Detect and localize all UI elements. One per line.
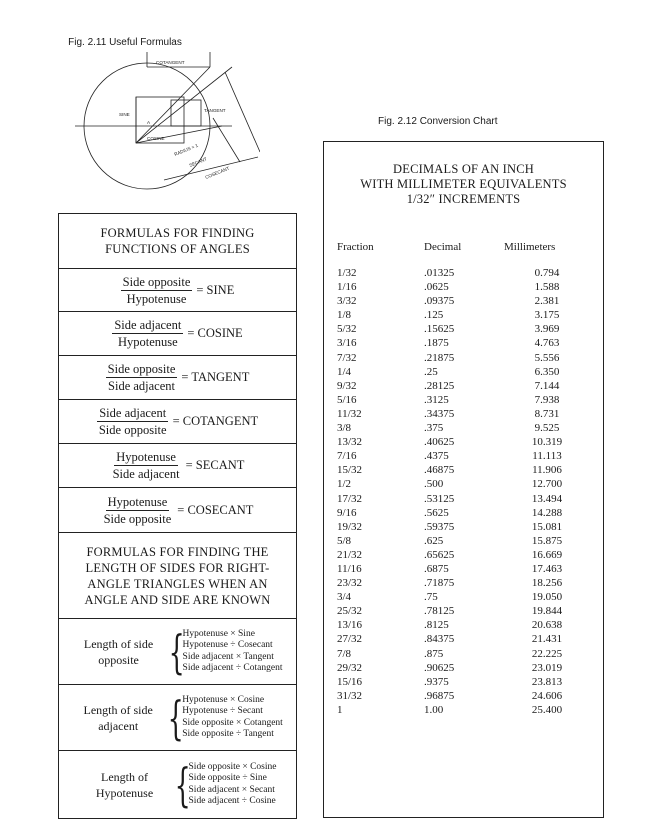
decimal-value: .25 [424, 365, 438, 378]
millimeter-value: 3.969 [534, 323, 560, 336]
millimeter-value: 8.731 [534, 407, 560, 420]
formula-tangent [59, 356, 296, 400]
decimal-value: .75 [424, 591, 438, 604]
length-label: Length of side opposite [83, 636, 154, 667]
header-millimeters: Millimeters [504, 241, 556, 253]
decimal-value: .53125 [424, 492, 455, 505]
formula-numerator: Side adjacent [99, 406, 167, 420]
fraction-value: 23/32 [337, 577, 363, 590]
header-fraction: Fraction [337, 241, 374, 253]
length-formula: Side adjacent × Secant [188, 784, 275, 795]
lengths-heading-box [59, 533, 296, 619]
fraction-value: 29/32 [337, 661, 363, 674]
fraction-value: 11/32 [337, 407, 362, 420]
chart-title-line: DECIMALS OF AN INCH [393, 162, 534, 176]
formula-cosecant [59, 488, 296, 533]
decimal-value: .90625 [424, 661, 455, 674]
millimeter-value: 19.050 [531, 591, 563, 604]
millimeter-value: 14.288 [531, 506, 563, 519]
millimeter-value: 15.081 [531, 520, 563, 533]
millimeter-value: 15.875 [531, 534, 563, 547]
decimal-value: .8125 [424, 619, 449, 632]
decimal-value: .28125 [424, 379, 455, 392]
label-cosecant: COSECANT [204, 165, 231, 180]
fraction-value: 7/16 [337, 450, 357, 463]
millimeter-value: 10.319 [531, 436, 563, 449]
millimeter-value: 13.494 [531, 492, 563, 505]
fraction-value: 1/4 [337, 365, 352, 378]
formula-result: = SINE [196, 282, 235, 297]
length-label: Length of side adjacent [83, 702, 153, 733]
decimal-value: .15625 [424, 323, 455, 336]
header-decimal: Decimal [424, 241, 462, 253]
brace-icon: { [174, 757, 191, 812]
fraction-column [337, 266, 362, 717]
fraction-value: 15/32 [337, 464, 363, 477]
millimeter-value: 19.844 [531, 605, 563, 618]
decimal-value: .96875 [424, 689, 455, 702]
decimal-value: .84375 [424, 633, 455, 646]
millimeter-value: 3.175 [534, 309, 560, 322]
millimeter-value: 23.019 [531, 661, 563, 674]
formula-denominator: Side opposite [103, 511, 172, 526]
millimeter-value: 11.906 [532, 464, 562, 477]
millimeter-value: 2.381 [534, 295, 560, 308]
fraction-value: 5/8 [337, 534, 352, 547]
functions-heading: FORMULAS FOR FINDING FUNCTIONS OF ANGLES [100, 226, 255, 256]
chart-title [324, 162, 603, 207]
figure-caption-conversion-chart: Fig. 2.12 Conversion Chart [378, 116, 498, 127]
formula-numerator: Side opposite [107, 362, 176, 376]
formula-denominator: Side adjacent [108, 379, 176, 393]
decimal-value: .21875 [424, 351, 455, 364]
millimeter-value: 11.113 [532, 450, 562, 463]
fraction-value: 1/2 [337, 478, 352, 491]
fraction-value: 5/32 [337, 323, 357, 336]
decimal-value: .3125 [424, 393, 449, 406]
fraction-value: 3/4 [337, 591, 352, 604]
fraction-value: 9/32 [337, 379, 357, 392]
length-formula: Side opposite ÷ Sine [188, 773, 267, 784]
fraction-value: 21/32 [337, 548, 363, 561]
secant-dimension-line [213, 118, 240, 162]
length-formula: Hypotenuse ÷ Cosecant [182, 640, 273, 651]
millimeter-value: 24.606 [531, 689, 563, 702]
formula-result: = COSINE [187, 326, 243, 340]
decimal-value: .34375 [424, 407, 455, 420]
fraction-value: 1/16 [337, 281, 357, 294]
decimal-value: .875 [424, 647, 444, 660]
length-formula: Hypotenuse ÷ Secant [182, 706, 263, 717]
fraction-value: 3/32 [337, 295, 357, 308]
formulas-table [58, 213, 297, 819]
cosecant-dimension-line [225, 72, 260, 152]
fraction-value: 13/32 [337, 436, 363, 449]
fraction-value: 1 [337, 703, 343, 716]
formula-denominator: Side adjacent [112, 467, 180, 481]
millimeter-value: 7.938 [534, 393, 560, 406]
decimal-value: .71875 [424, 577, 455, 590]
label-secant: SECANT [188, 156, 208, 168]
formula-cosine [59, 312, 296, 356]
millimeter-value: 7.144 [534, 379, 560, 392]
fraction-value: 17/32 [337, 492, 363, 505]
decimal-value: .09375 [424, 295, 455, 308]
fraction-value: 27/32 [337, 633, 363, 646]
formula-denominator: Side opposite [98, 423, 167, 437]
decimal-value: .65625 [424, 548, 455, 561]
length-formulas [189, 762, 277, 807]
formula-denominator: Hypotenuse [126, 291, 187, 306]
formula-secant [59, 444, 296, 488]
label-angle-a: A [147, 120, 151, 125]
decimal-value: .500 [424, 478, 444, 491]
decimal-value: .125 [424, 309, 444, 322]
millimeter-value: 12.700 [531, 478, 563, 491]
millimeter-value: 21.431 [531, 633, 563, 646]
millimeter-value: 16.669 [531, 548, 563, 561]
label-radius: RADIUS = 1 [173, 142, 199, 157]
fraction-value: 1/32 [337, 267, 357, 279]
formula-result: = COTANGENT [172, 414, 259, 428]
fraction-value: 19/32 [337, 520, 363, 533]
fraction-value: 15/16 [337, 675, 363, 688]
length-formulas [183, 629, 283, 674]
fraction-value: 11/16 [337, 562, 362, 575]
millimeter-value: 4.763 [534, 337, 560, 350]
chart-title-line: WITH MILLIMETER EQUIVALENTS [360, 177, 567, 191]
length-side-opposite [59, 619, 296, 685]
fraction-value: 13/16 [337, 619, 363, 632]
decimal-value: .4375 [424, 450, 449, 463]
millimeters-column [512, 266, 582, 717]
decimal-value: 1.00 [424, 703, 444, 716]
formula-cotangent [59, 400, 296, 444]
decimal-value: .78125 [424, 605, 455, 618]
formula-sine [59, 269, 296, 312]
fraction-value: 7/8 [337, 647, 352, 660]
formula-denominator: Hypotenuse [117, 335, 178, 349]
radius-line [136, 67, 210, 143]
formula-result: = SECANT [185, 458, 245, 472]
millimeter-value: 20.638 [531, 619, 563, 632]
fraction-value: 5/16 [337, 393, 357, 406]
length-formula: Hypotenuse × Cosine [182, 695, 265, 706]
label-cotangent: COTANGENT [156, 60, 185, 65]
formula-result: = TANGENT [181, 370, 250, 384]
length-formulas [182, 695, 283, 740]
label-sine: SINE [119, 112, 130, 117]
length-formula: Side adjacent ÷ Cosine [188, 795, 276, 806]
brace-icon: { [168, 624, 185, 679]
millimeter-value: 22.225 [531, 647, 563, 660]
decimal-value: .59375 [424, 520, 455, 533]
length-side-adjacent [59, 685, 296, 751]
decimal-column [424, 266, 454, 717]
lengths-heading: FORMULAS FOR FINDING THE LENGTH OF SIDES FOR RIGHT-ANGLE TRIANGLES WHEN AN ANGLE AND SIDE ARE KNOWN [84, 544, 271, 607]
length-formula: Side adjacent ÷ Cotangent [182, 662, 283, 673]
formula-numerator: Side opposite [122, 274, 191, 289]
fraction-value: 3/16 [337, 337, 357, 350]
length-formula: Hypotenuse × Sine [182, 629, 255, 640]
formula-result: = COSECANT [177, 502, 254, 517]
fraction-value: 9/16 [337, 506, 357, 519]
fraction-value: 3/8 [337, 422, 352, 435]
millimeter-value: 18.256 [531, 577, 563, 590]
decimal-value: .0625 [424, 281, 449, 294]
millimeter-value: 23.813 [531, 675, 563, 688]
trig-circle-diagram [0, 52, 260, 212]
millimeter-value: 6.350 [534, 365, 560, 378]
fraction-value: 31/32 [337, 689, 363, 702]
length-formula: Side opposite ÷ Tangent [182, 728, 274, 739]
decimal-value: .01325 [424, 267, 455, 279]
formula-numerator: Side adjacent [114, 318, 182, 332]
brace-icon: { [167, 690, 184, 745]
length-formula: Side adjacent × Tangent [182, 651, 274, 662]
millimeter-value: 25.400 [531, 703, 563, 716]
conversion-chart [323, 141, 604, 818]
label-cosine: COSINE [147, 136, 165, 141]
millimeter-value: 5.556 [534, 351, 560, 364]
chart-title-line: 1/32″ INCREMENTS [406, 192, 521, 206]
functions-heading-box [59, 214, 296, 269]
label-tangent: TANGENT [204, 108, 226, 113]
decimal-value: .625 [424, 534, 444, 547]
decimal-value: .375 [424, 422, 444, 435]
millimeter-value: 0.794 [534, 267, 560, 279]
fraction-value: 1/8 [337, 309, 352, 322]
millimeter-value: 1.588 [534, 281, 560, 294]
decimal-value: .40625 [424, 436, 455, 449]
decimal-value: .46875 [424, 464, 455, 477]
decimal-value: .1875 [424, 337, 449, 350]
formula-numerator: Hypotenuse [116, 450, 176, 464]
millimeter-value: 9.525 [534, 422, 560, 435]
formula-numerator: Hypotenuse [107, 494, 168, 509]
fraction-value: 7/32 [337, 351, 357, 364]
decimal-value: .5625 [424, 506, 449, 519]
fraction-value: 25/32 [337, 605, 363, 618]
decimal-value: .6875 [424, 562, 449, 575]
length-formula: Side opposite × Cotangent [182, 717, 283, 728]
figure-caption-useful-formulas: Fig. 2.11 Useful Formulas [68, 37, 182, 48]
millimeter-value: 17.463 [531, 562, 563, 575]
decimal-value: .9375 [424, 675, 449, 688]
length-hypotenuse [59, 751, 296, 818]
length-formula: Side opposite × Cosine [188, 762, 277, 773]
length-label: Length of Hypotenuse [95, 769, 154, 800]
